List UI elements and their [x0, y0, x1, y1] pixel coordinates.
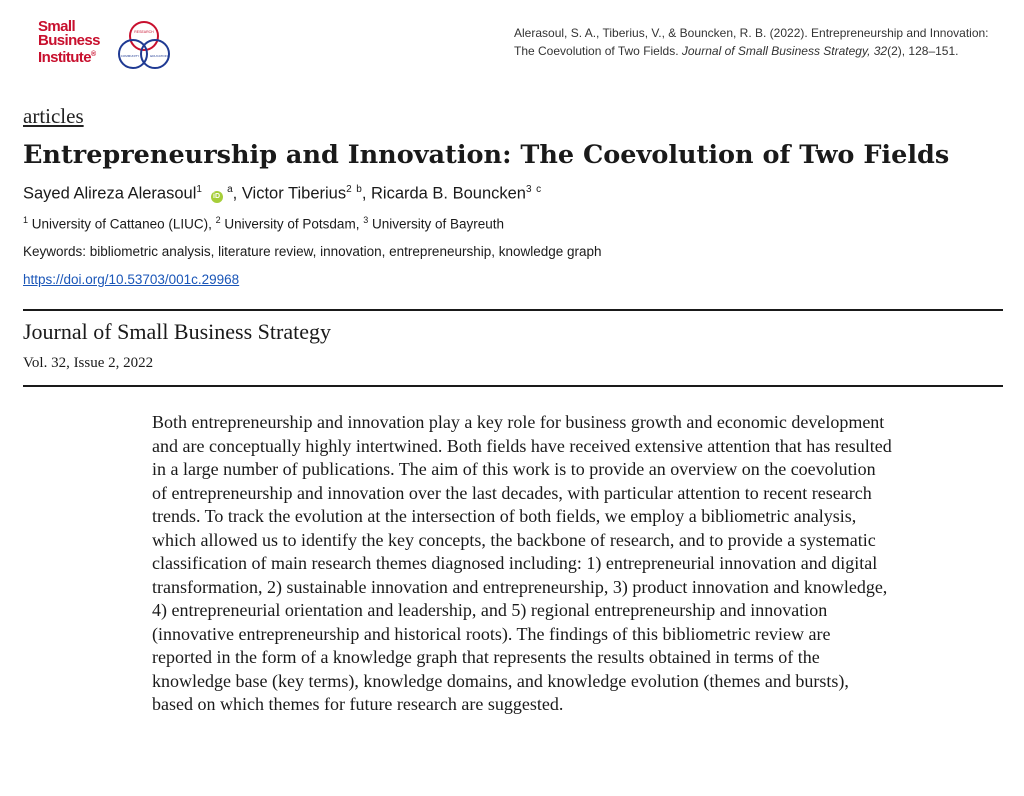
affiliation-sup: 1 — [23, 215, 29, 225]
logo-wordmark — [38, 20, 100, 65]
divider-bottom — [23, 385, 1003, 387]
abstract-text: Both entrepreneurship and innovation play a key role for business growth and economic development and are conceptually highly intertwined. Both fields have received extensive attention that has resulted in a large number of publications. The aim of this work is to provide an overview on the coevolution of entrepreneurship and innovation over the last decades, with particular attention to recent research trends. To track the evolution at the intersection of both fields, we employ a bibliometric analysis, which allowed us to identify the key concepts, the backbone of research, and to provide a systematic classification of main research themes diagnosed including: 1) entrepreneurial innovation and digital transformation, 2) sustainable innovation and entrepreneurship, 3) product innovation and knowledge, 4) entrepreneurial orientation and leadership, and 5) regional entrepreneurship and innovation (innovative entrepreneurship and historical roots). The findings of this bibliometric review are reported in the form of a knowledge graph that represents the results obtained in terms of the knowledge base (key terms), knowledge domains, and knowledge evolution (themes and bursts), based on which themes for future research are suggested. — [152, 412, 892, 714]
author-list: Sayed Alireza Alerasoul$^1$ iD $^a$, Victor Tiberius$^2$ $^b$, Ricarda B. Bouncken$^3$ $^c$ — [23, 184, 542, 203]
author-letter: a — [227, 184, 233, 195]
logo-education-text: EDUCATION — [150, 54, 168, 58]
author-letter: b — [356, 184, 362, 195]
citation-pages: (2), 128–151. — [887, 44, 959, 58]
divider-top — [23, 309, 1003, 311]
doi-link[interactable]: https://doi.org/10.53703/001c.29968 — [23, 272, 240, 287]
author-affiliation-sup: 1 — [196, 184, 202, 195]
journal-name: Journal of Small Business Strategy — [23, 319, 331, 344]
affiliation-name: University of Bayreuth — [371, 216, 505, 232]
author-affiliation-sup: 3 — [526, 184, 532, 195]
author-name[interactable]: Victor Tiberius — [241, 184, 347, 203]
citation — [514, 24, 994, 60]
article-title: Entrepreneurship and Innovation: The Coevolution of Two Fields — [23, 140, 950, 170]
affiliation-name: University of Potsdam — [224, 216, 356, 232]
logo-registered-mark: ® — [90, 51, 96, 58]
small-business-institute-logo[interactable] — [38, 18, 168, 74]
logo-community-text: COMMUNITY — [120, 54, 140, 58]
orcid-icon[interactable]: iD — [211, 191, 223, 203]
logo-research-text: RESEARCH — [134, 30, 154, 34]
citation-journal: Journal of Small Business Strategy, 32 — [681, 44, 888, 58]
logo-line-1: Small — [38, 18, 76, 35]
keywords: Keywords: bibliometric analysis, literature review, innovation, entrepreneurship, knowledge graph — [23, 244, 602, 259]
citation-text: Alerasoul, S. A., Tiberius, V., & Bouncken, R. B. (2022). Entrepreneurship and Innovation: The Coevolution of Two Fields. — [514, 26, 989, 58]
affiliations: $^1$ University of Cattaneo (LIUC), $^2$ University of Potsdam, $^3$ University of Bayreuth — [23, 215, 505, 232]
author-letter: c — [536, 184, 542, 195]
affiliation-sup: 3 — [363, 215, 369, 225]
author-affiliation-sup: 2 — [346, 184, 352, 195]
section-label-articles[interactable]: articles — [23, 104, 84, 128]
author-name[interactable]: Ricarda B. Bouncken — [370, 184, 526, 203]
logo-circles-icon — [104, 20, 194, 74]
author-name[interactable]: Sayed Alireza Alerasoul — [23, 184, 197, 203]
journal-volume: Vol. 32, Issue 2, 2022 — [23, 355, 154, 371]
logo-line-3: Institute — [38, 49, 91, 66]
logo-line-2: Business — [38, 32, 100, 49]
affiliation-name: University of Cattaneo (LIUC) — [31, 216, 209, 232]
affiliation-sup: 2 — [215, 215, 221, 225]
